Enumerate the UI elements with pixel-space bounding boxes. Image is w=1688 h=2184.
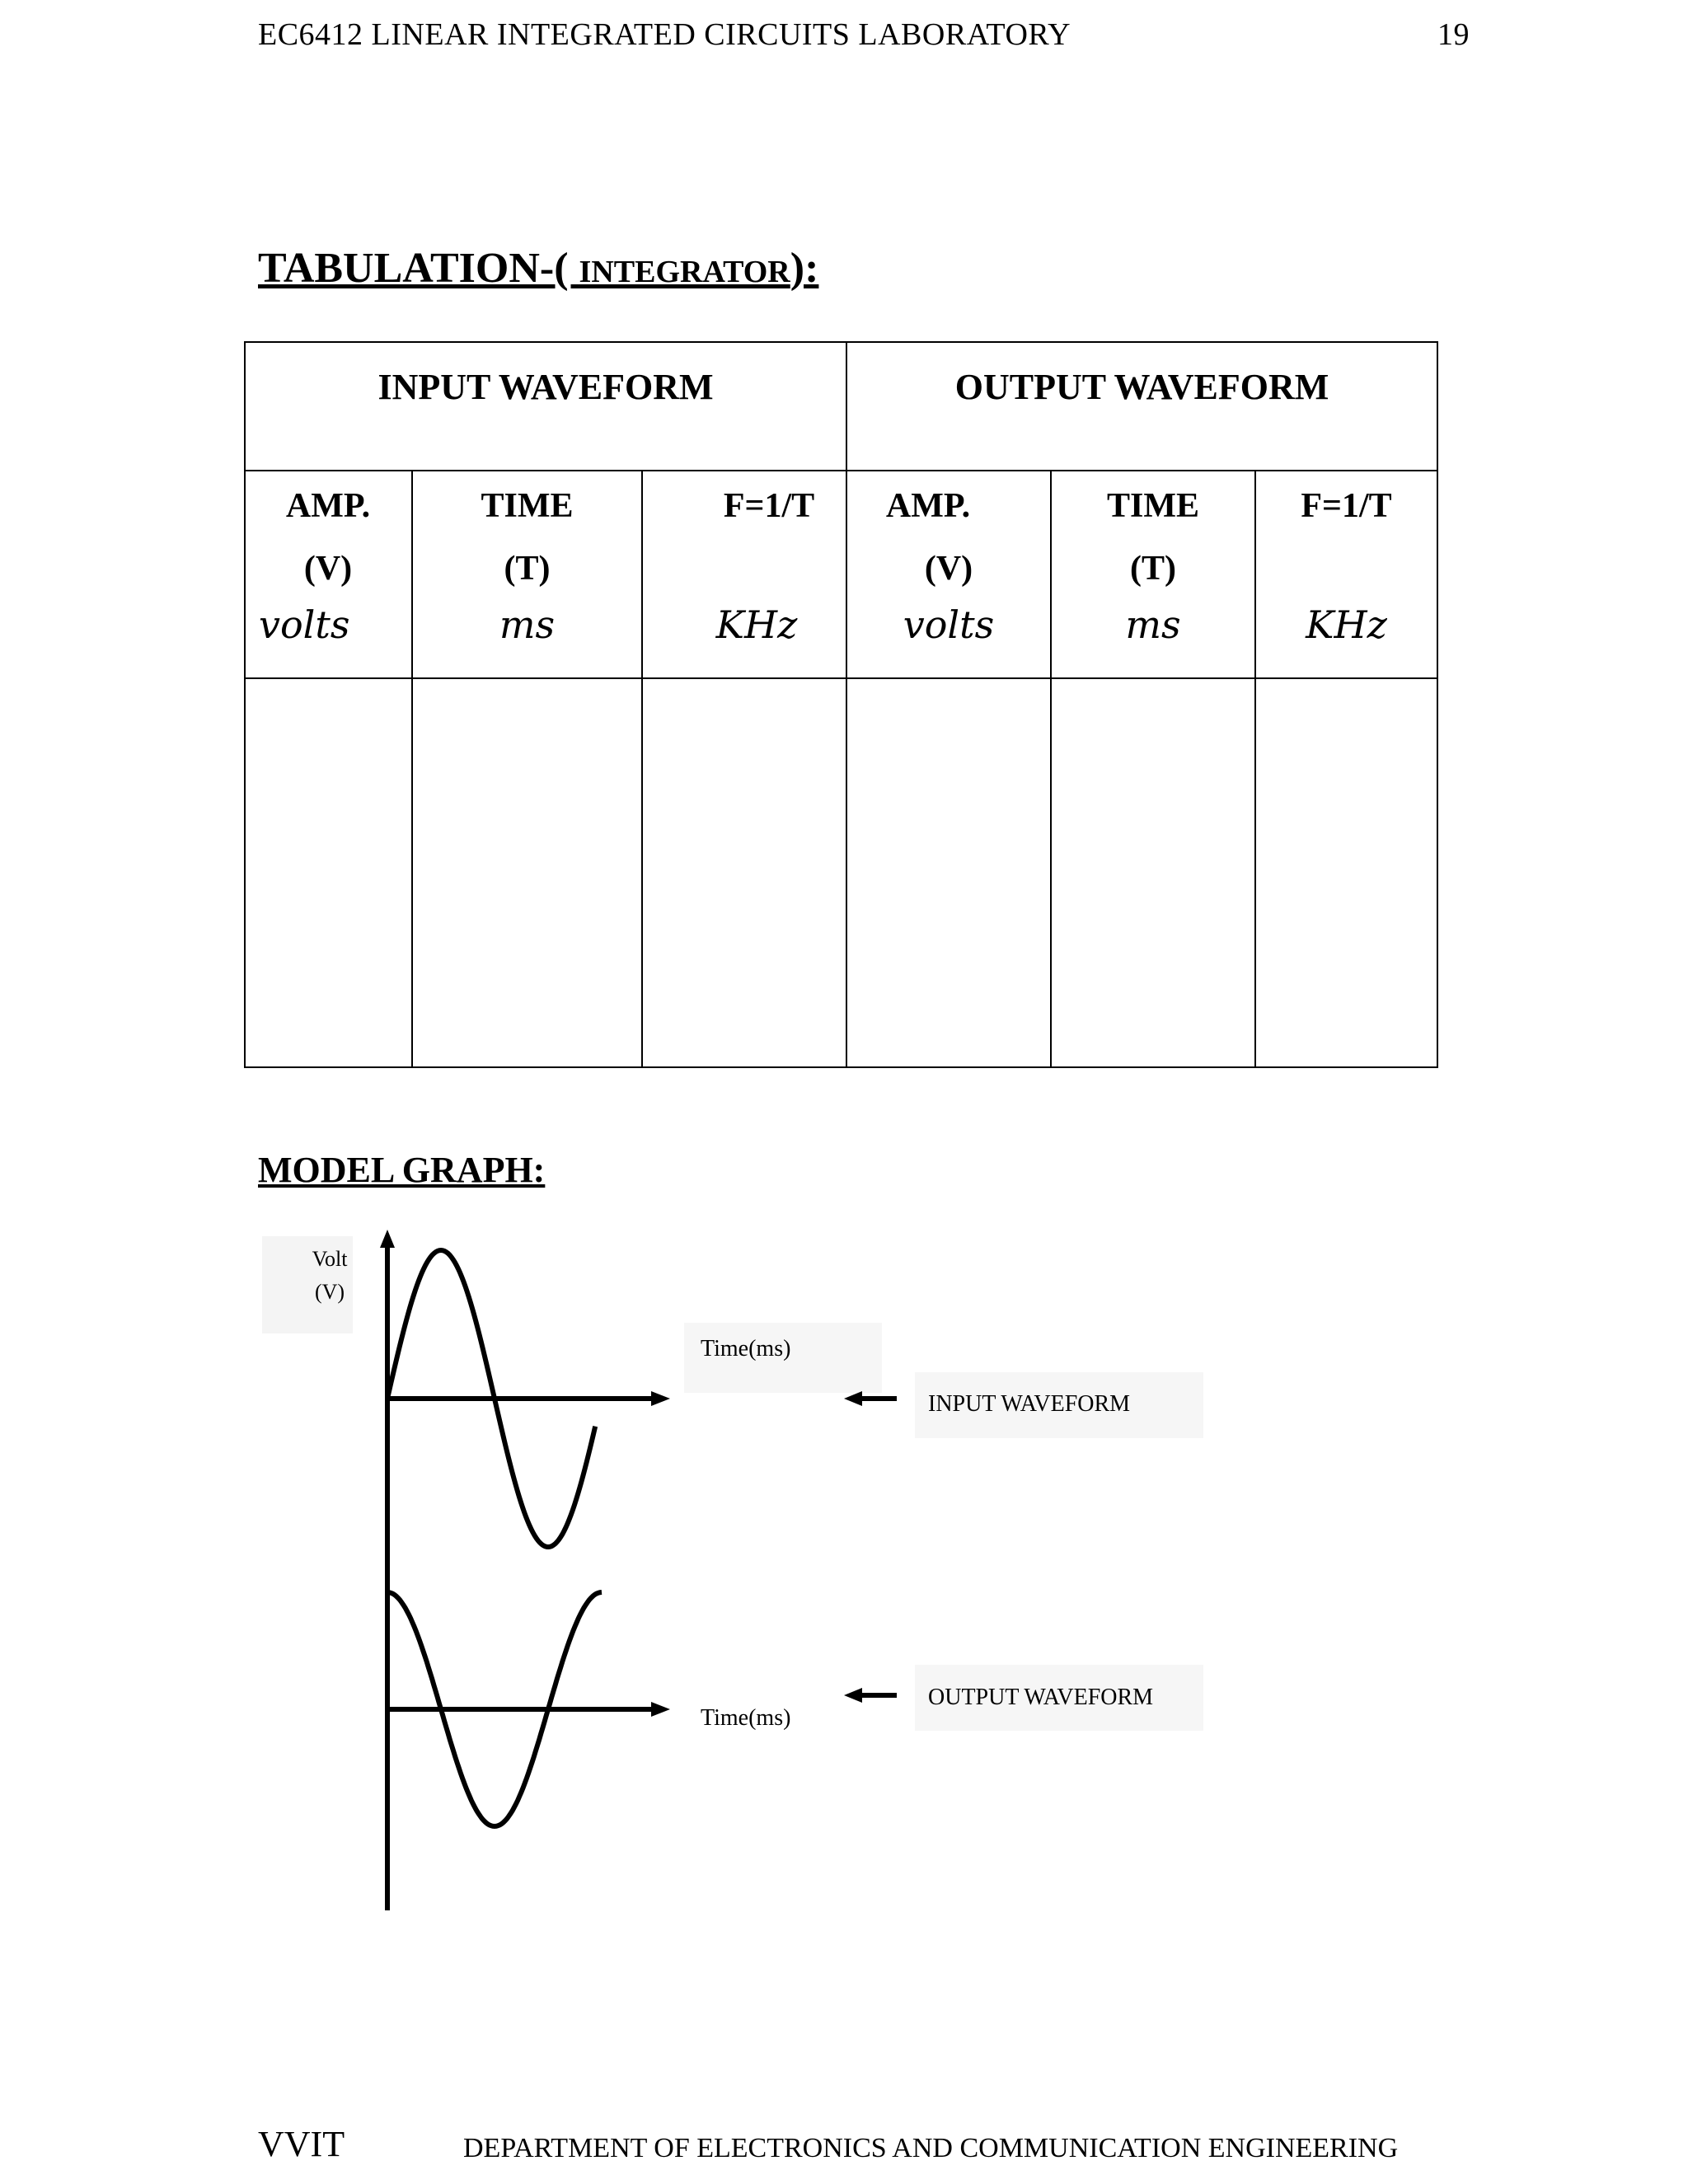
y-axis-arrowhead <box>380 1230 395 1248</box>
tabulation-title-main: TABULATION-( <box>258 245 579 292</box>
footer-institute: VVIT <box>258 2124 345 2164</box>
column-header-input-time: TIME (T) ms <box>412 471 642 678</box>
input-waveform-header: INPUT WAVEFORM <box>245 342 846 471</box>
input-pointer-arrowhead <box>844 1391 862 1406</box>
output-time-label: Time(ms) <box>701 1705 791 1731</box>
input-time-label: Time(ms) <box>701 1336 791 1361</box>
column-header-input-frequency: F=1/T KHz <box>642 471 846 678</box>
model-graph-title: MODEL GRAPH: <box>258 1150 546 1190</box>
footer-department: DEPARTMENT OF ELECTRONICS AND COMMUNICATION ENGINEERING <box>463 2133 1399 2163</box>
column-header-output-frequency: F=1/T KHz <box>1255 471 1437 678</box>
input-time-axis-arrowhead <box>651 1391 670 1406</box>
page-number: 19 <box>1437 17 1470 52</box>
output-waveform-header: OUTPUT WAVEFORM <box>846 342 1437 471</box>
tabulation-title-end: ): <box>790 245 819 292</box>
output-pointer-arrowhead <box>844 1688 862 1703</box>
column-header-output-amp: AMP. (V) volts <box>846 471 1051 678</box>
y-axis-label-unit: (V) <box>314 1280 345 1304</box>
output-time-axis-arrowhead <box>651 1702 670 1717</box>
header-course-title: EC6412 LINEAR INTEGRATED CIRCUITS LABORATORY <box>258 17 1071 52</box>
y-axis-label-volt: Volt <box>312 1247 348 1271</box>
output-waveform-label: OUTPUT WAVEFORM <box>928 1685 1154 1710</box>
tabulation-title-integrator: INTEGRATOR <box>579 255 790 289</box>
input-waveform-label: INPUT WAVEFORM <box>928 1391 1131 1417</box>
column-header-input-amp: AMP. (V) volts <box>245 471 412 678</box>
column-header-output-time: TIME (T) ms <box>1051 471 1255 678</box>
